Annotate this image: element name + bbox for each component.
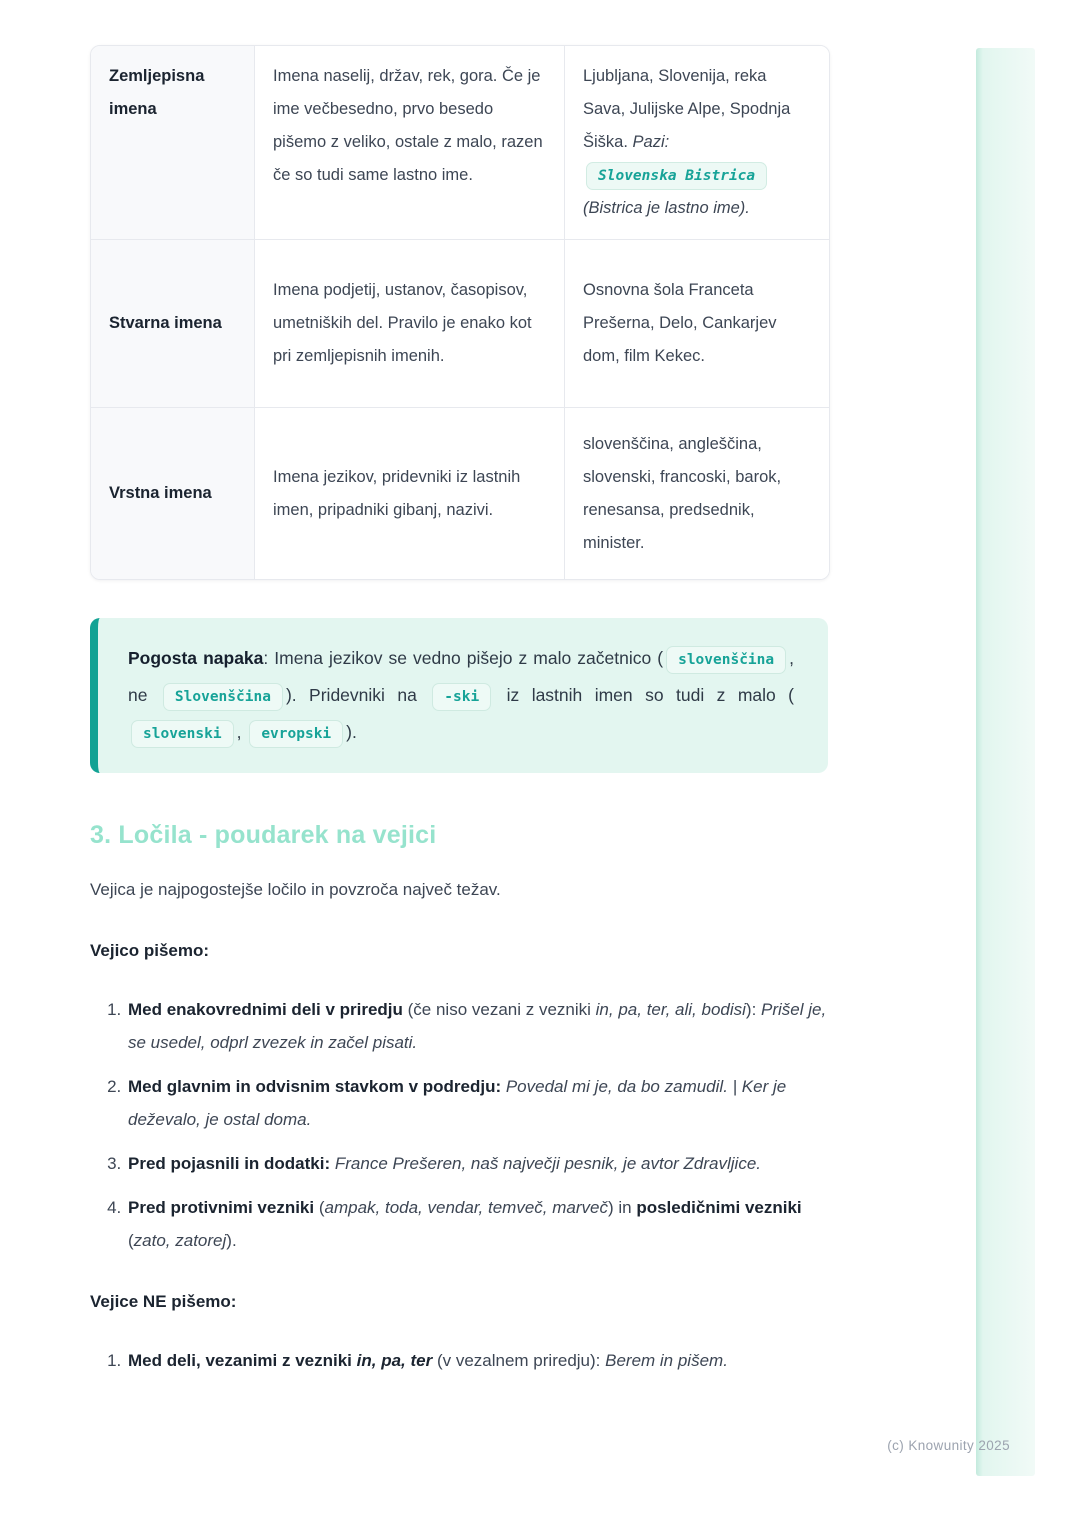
rule-cell xyxy=(254,46,564,239)
list-item xyxy=(126,1191,828,1257)
term-cell xyxy=(91,46,254,239)
list-label-ne-pisemo: Vejice NE pišemo: xyxy=(90,1292,237,1311)
table-row-vrstna xyxy=(91,407,829,579)
rule-bold: posledičnimi vezniki xyxy=(636,1198,802,1217)
pazi-label: Pazi: xyxy=(632,133,670,151)
table-row-stvarna xyxy=(91,239,829,407)
examples-cell xyxy=(564,46,829,239)
rule-bold: Med enakovrednimi deli v priredju xyxy=(128,1000,403,1019)
table-row-zemljepisna xyxy=(91,46,829,239)
note-text: (Bistrica je lastno ime). xyxy=(583,199,750,217)
section-heading: 3. Ločila - poudarek na vejici xyxy=(90,821,437,849)
code-chip: evropski xyxy=(249,720,343,748)
rule-text: ). xyxy=(226,1231,237,1250)
rule-cell xyxy=(254,239,564,407)
common-mistake-callout xyxy=(90,618,828,773)
rule-example: Povedal mi je, da bo zamudil. | Ker je deževalo, je ostal doma. xyxy=(128,1077,787,1129)
capitalization-rules-table xyxy=(90,45,830,580)
no-comma-rules-list xyxy=(90,1344,828,1377)
rule-italic: zato, zatorej xyxy=(133,1231,227,1250)
note-page-content xyxy=(90,45,828,1388)
rule-text: (če niso vezani z vezniki xyxy=(402,1000,596,1019)
rule-text: (v vezalnem priredju): xyxy=(432,1351,606,1370)
list-label-pisemo: Vejico pišemo: xyxy=(90,941,210,960)
term-text: Vrstna imena xyxy=(109,484,212,502)
rule-bold-italic: in, pa, ter xyxy=(356,1351,433,1370)
callout-text: ). Pridevniki na xyxy=(285,685,430,705)
examples-cell xyxy=(564,239,829,407)
list-item xyxy=(126,993,828,1059)
rule-example: Prišel je, se usedel, odprl zvezek in začel pisati. xyxy=(128,1000,827,1052)
examples-text: Osnovna šola Franceta Prešerna, Delo, Cankarjev dom, film Kekec. xyxy=(583,281,777,365)
code-chip: Slovenščina xyxy=(163,683,283,711)
list-item xyxy=(126,1147,828,1180)
rule-bold: Med deli, vezanimi z vezniki xyxy=(128,1351,357,1370)
code-chip: -ski xyxy=(432,683,491,711)
rule-text: Imena podjetij, ustanov, časopisov, umetniških del. Pravilo je enako kot pri zemljepisnih imenih. xyxy=(273,281,532,365)
rule-example: Berem in pišem. xyxy=(605,1351,728,1370)
rule-italic: ampak, toda, vendar, temveč, marveč xyxy=(324,1198,608,1217)
examples-text: slovenščina, angleščina, slovenski, francoski, barok, renesansa, predsednik, minister. xyxy=(583,434,782,552)
callout-text: , ne xyxy=(128,648,794,705)
rule-text: ) in xyxy=(607,1198,637,1217)
rule-text: ): xyxy=(745,1000,762,1019)
rule-text: Imena jezikov, pridevniki iz lastnih imen, pripadniki gibanj, nazivi. xyxy=(273,467,521,519)
section-intro: Vejica je najpogostejše ločilo in povzroča največ težav. xyxy=(90,880,501,899)
examples-cell xyxy=(564,407,829,579)
callout-text: ). xyxy=(346,722,357,742)
code-chip: slovenski xyxy=(131,720,234,748)
rule-text: ( xyxy=(128,1231,134,1250)
rule-example: France Prešeren, naš največji pesnik, je avtor Zdravljice. xyxy=(330,1154,761,1173)
copyright-notice: (c) Knowunity 2025 xyxy=(887,1438,1010,1453)
callout-text: iz lastnih imen so tudi z malo ( xyxy=(494,685,795,705)
rule-text: ( xyxy=(314,1198,325,1217)
rule-bold: Med glavnim in odvisnim stavkom v podredju: xyxy=(128,1077,502,1096)
term-cell xyxy=(91,407,254,579)
term-text: Stvarna imena xyxy=(109,314,222,332)
rule-text: Imena naselij, držav, rek, gora. Če je ime večbesedno, prvo besedo pišemo z veliko, ostale z malo, razen če so tudi same lastno ime. xyxy=(273,67,543,184)
rule-italic: in, pa, ter, ali, bodisi xyxy=(595,1000,746,1019)
list-item xyxy=(126,1344,828,1377)
callout-label: Pogosta napaka xyxy=(128,648,264,668)
rule-cell xyxy=(254,407,564,579)
list-item xyxy=(126,1070,828,1136)
callout-text: , xyxy=(236,722,247,742)
rule-bold: Pred pojasnili in dodatki: xyxy=(128,1154,331,1173)
term-text: Zemljepisna imena xyxy=(109,67,205,118)
code-chip: slovenščina xyxy=(666,646,786,674)
code-chip: Slovenska Bistrica xyxy=(586,162,767,190)
rule-bold: Pred protivnimi vezniki xyxy=(128,1198,315,1217)
decorative-side-bar xyxy=(976,48,1035,1476)
examples-text: Ljubljana, Slovenija, reka Sava, Julijske Alpe, Spodnja Šiška. xyxy=(583,67,791,151)
callout-text: : Imena jezikov se vedno pišejo z malo začetnico ( xyxy=(263,648,664,668)
term-cell xyxy=(91,239,254,407)
comma-rules-list xyxy=(90,993,828,1257)
